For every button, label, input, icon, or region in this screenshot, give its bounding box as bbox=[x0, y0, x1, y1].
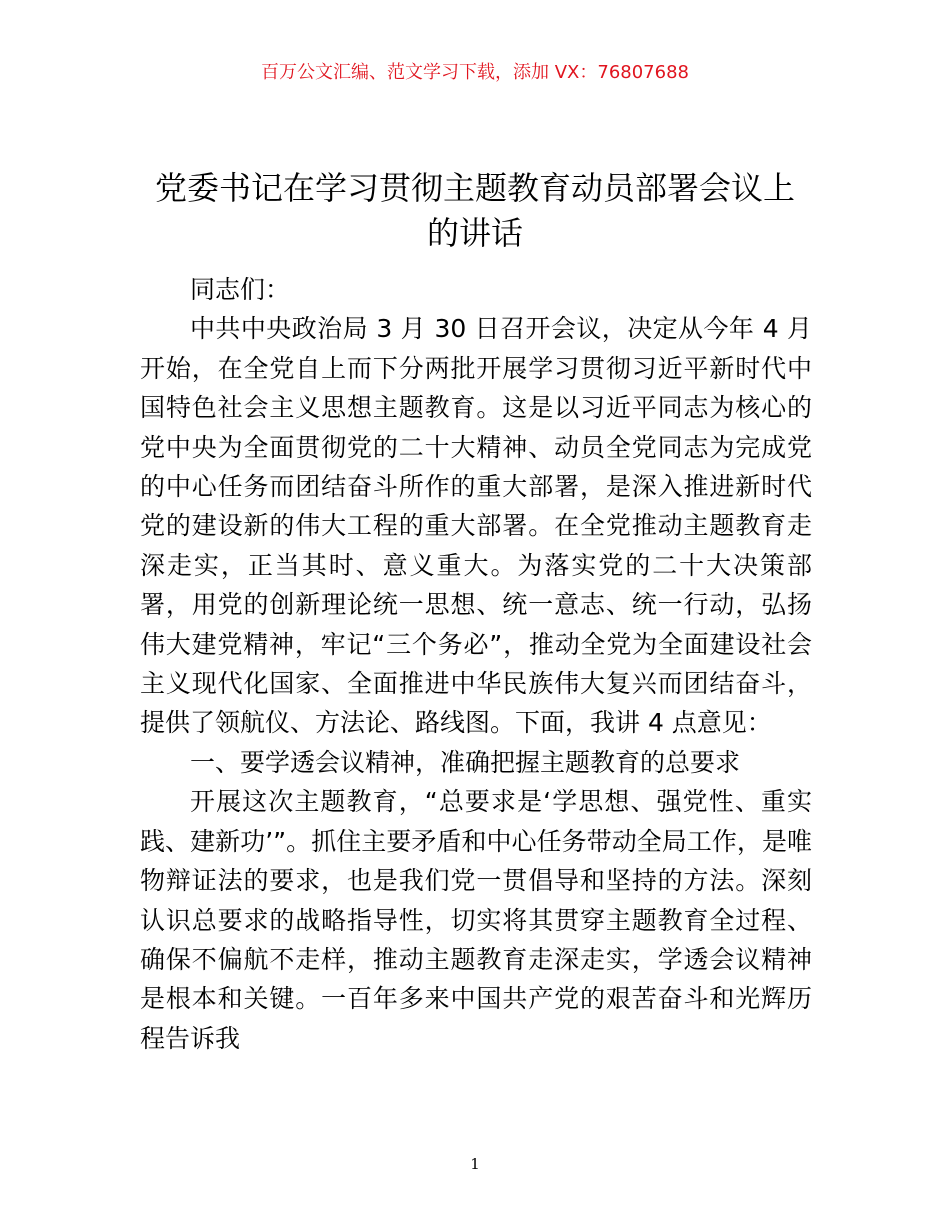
section-heading-1: 一、要学透会议精神，准确把握主题教育的总要求 bbox=[190, 747, 741, 777]
salutation: 同志们： bbox=[190, 275, 291, 304]
paragraph-section-1: 开展这次主题教育，“总要求是‘学思想、强党性、重实践、建新功’”。抓住主要矛盾和中心任务带动全局工作，是唯物辩证法的要求，也是我们党一贯倡导和坚持的方法。深刻认识总要求的战略指导性，切实将其贯穿主题教育全过程、确保不偏航不走样，推动主题教育走深走实，学透会议精神是根本和关键。一百年多来中国共产党的艰苦奋斗和光辉历程告诉我 bbox=[140, 787, 812, 1053]
page-number: 1 bbox=[470, 1155, 480, 1173]
document-title: 党委书记在学习贯彻主题教育动员部署会议上的讲话 bbox=[154, 169, 795, 252]
document-body bbox=[140, 270, 812, 1058]
promo-header: 百万公文汇编、范文学习下载，添加 VX：76807688 bbox=[261, 62, 689, 83]
paragraph-intro: 中共中央政治局 3 月 30 日召开会议，决定从今年 4 月开始，在全党自上而下分两批开展学习贯彻习近平新时代中国特色社会主义思想主题教育。这是以习近平同志为核心的党中央为全面贯彻党的二十大精神、动员全党同志为完成党的中心任务而团结奋斗所作的重大部署，是深入推进新时代党的建设新的伟大工程的重大部署。在全党推动主题教育走深走实，正当其时、意义重大。为落实党的二十大决策部署，用党的创新理论统一思想、统一意志、统一行动，弘扬伟大建党精神，牢记“三个务必”，推动全党为全面建设社会主义现代化国家、全面推进中华民族伟大复兴而团结奋斗，提供了领航仪、方法论、路线图。下面，我讲 4 点意见： bbox=[140, 314, 812, 738]
